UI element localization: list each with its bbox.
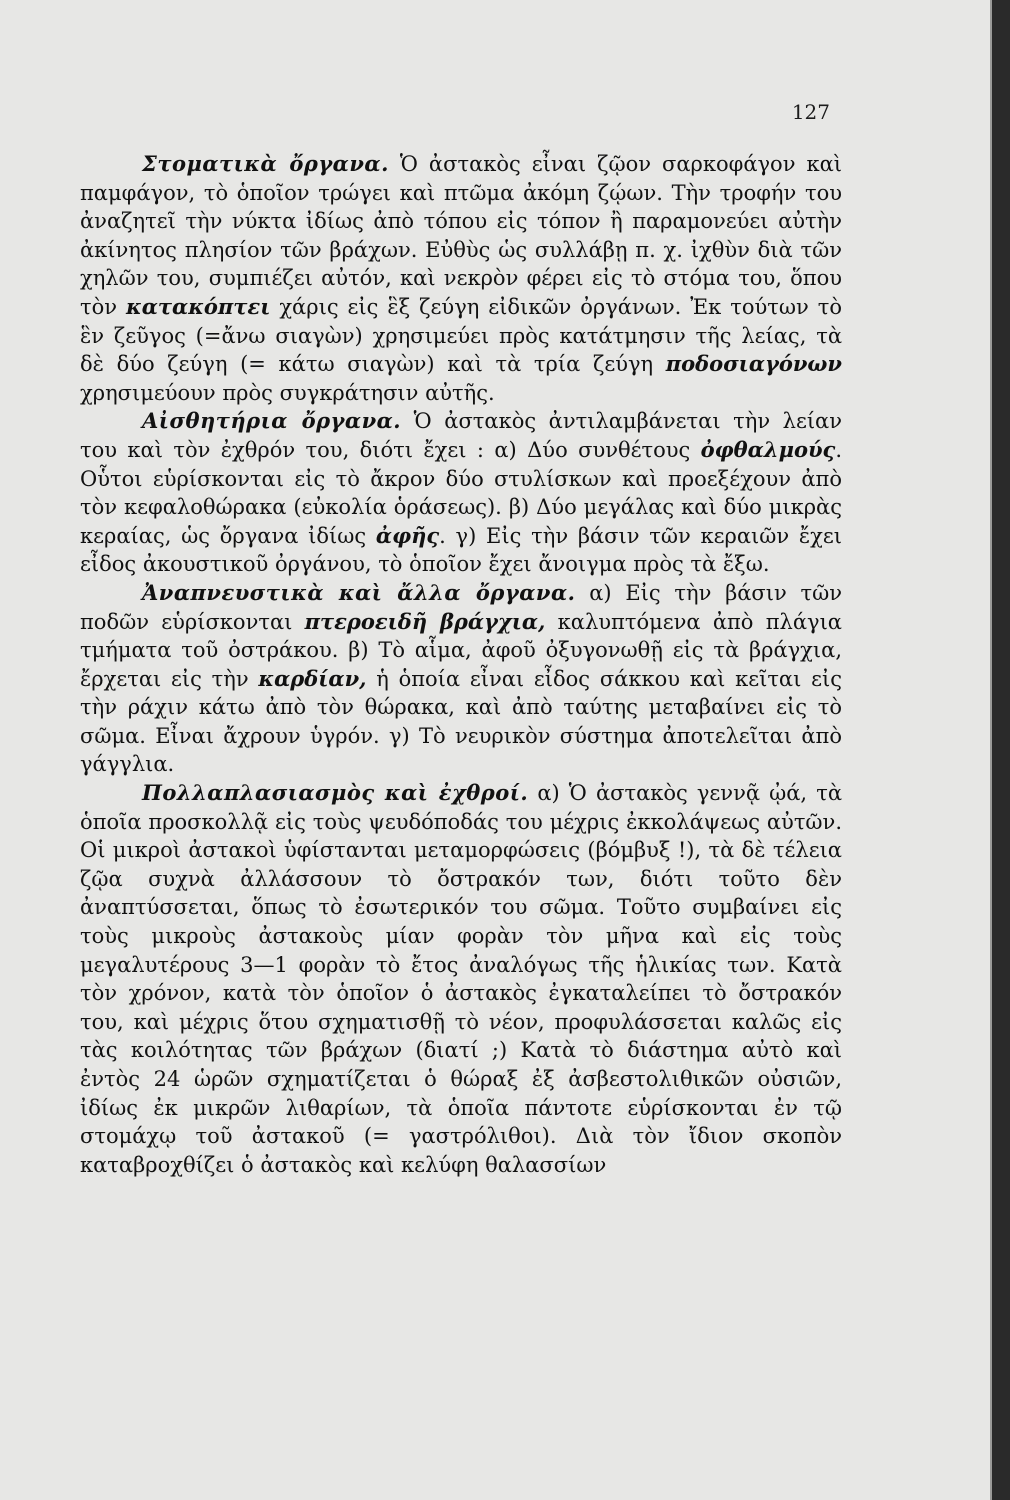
paragraph-reproduction: Πολλαπλασιασμὸς καὶ ἐχθροί. α) Ὁ ἀστακὸς γεννᾷ ᾠά, τὰ ὁποῖα προσκολλᾷ εἰς τοὺς ψευδόποδάς του μέχρις ἐκκολάψεως αὐτῶν. Οἱ μικροὶ ἀστακοὶ ὑφίστανται μεταμορφώσεις (βόμβυξ !), τὰ δὲ τέλεια ζῷα συχνὰ ἀλλάσσουν τὸ ὄστρακόν των, διότι τοῦτο δὲν ἀναπτύσσεται, ὅπως τὸ ἐσωτερικόν του σῶμα. Τοῦτο συμβαίνει εἰς τοὺς μικροὺς ἀστακοὺς μίαν φορὰν τὸν μῆνα καὶ εἰς τοὺς μεγαλυτέρους 3—1 φορὰν τὸ ἔτος ἀναλόγως τῆς ἡλικίας των. Κατὰ τὸν χρόνον, κατὰ τὸν ὁποῖον ὁ ἀστακὸς ἐγκαταλείπει τὸ ὄστρακόν του, καὶ μέχρις ὅτου σχηματισθῇ τὸ νέον, προφυλάσσεται καλῶς εἰς τὰς κοιλότητας τῶν βράχων (διατί ;) Κατὰ τὸ διάστημα αὐτὸ καὶ ἐντὸς 24 ὡρῶν σχηματίζεται ὁ θώραξ ἐξ ἀσβεστολιθικῶν οὐσιῶν, ἰδίως ἐκ μικρῶν λιθαρίων, τὰ ὁποῖα πάντοτε εὑρίσκονται ἐν τῷ στομάχῳ τοῦ ἀστακοῦ (= γαστρόλιθοι). Διὰ τὸν ἴδιον σκοπὸν καταβροχθίζει ὁ ἀστακὸς καὶ κελύφη θαλασσίων (80, 780, 842, 1177)
term: κατακόπτει (126, 293, 271, 319)
paragraph-mouth-organs: Στοματικὰ ὄργανα. Ὁ ἀστακὸς εἶναι ζῷον σαρκοφάγον καὶ παμφάγον, τὸ ὁποῖον τρώγει καὶ πτῶμα ἀκόμη ζῴων. Τὴν τροφήν του ἀναζητεῖ τὴν νύκτα ἰδίως ἀπὸ τόπου εἰς τόπον ἢ παραμονεύει αὐτὴν ἀκίνητος πλησίον τῶν βράχων. Εὐθὺς ὡς συλλάβῃ π. χ. ἰχθὺν διὰ τῶν χηλῶν του, συμπιέζει αὐτόν, καὶ νεκρὸν φέρει εἰς τὸ στόμα του, ὅπου τὸν κατακόπτει χάρις εἰς ἓξ ζεύγη εἰδικῶν ὀργάνων. Ἐκ τούτων τὸ ἓν ζεῦγος (=ἄνω σιαγὼν) χρησιμεύει πρὸς κατάτμησιν τῆς λείας, τὰ δὲ δύο ζεύγη (= κάτω σιαγὼν) καὶ τὰ τρία ζεύγη ποδοσιαγόνων χρησιμεύουν πρὸς συγκράτησιν αὐτῆς. (80, 151, 843, 405)
term: ὀφθαλμούς (700, 436, 836, 462)
page-number: 127 (791, 100, 830, 124)
paragraph-sense-organs: Αἰσθητήρια ὄργανα. Ὁ ἀστακὸς ἀντιλαμβάνεται τὴν λείαν του καὶ τὸν ἐχθρόν του, διότι ἔχει : α) Δύο συνθέτους ὀφθαλμούς. Οὗτοι εὑρίσκονται εἰς τὸ ἄκρον δύο στυλίσκων καὶ προεξέχουν ἀπὸ τὸν κεφαλοθώρακα (εὐκολία ὁράσεως). β) Δύο μεγάλας καὶ δύο μικρὰς κεραίας, ὡς ὄργανα ἰδίως ἀφῆς. γ) Εἰς τὴν βάσιν τῶν κεραιῶν ἔχει εἶδος ἀκουστικοῦ ὀργάνου, τὸ ὁποῖον ἔχει ἄνοιγμα πρὸς τὰ ἔξω. (80, 408, 843, 577)
paragraph-respiratory-organs: Ἀναπνευστικὰ καὶ ἄλλα ὄργανα. α) Εἰς τὴν βάσιν τῶν ποδῶν εὑρίσκονται πτεροειδῆ βράγχια, καλυπτόμενα ἀπὸ πλάγια τμήματα τοῦ ὀστράκου. β) Τὸ αἷμα, ἀφοῦ ὀξυγονωθῇ εἰς τὰ βράγχια, ἔρχεται εἰς τὴν καρδίαν, ἡ ὁποία εἶναι εἶδος σάκκου καὶ κεῖται εἰς τὴν ράχιν κάτω ἀπὸ τὸν θώρακα, καὶ ἀπὸ ταύτης μεταβαίνει εἰς τὸ σῶμα. Εἶναι ἄχρουν ὑγρόν. γ) Τὸ νευρικὸν σύστημα ἀποτελεῖται ἀπὸ γάγγλια. (80, 579, 842, 777)
term: πτεροειδῆ βράγχια, (304, 608, 546, 634)
term: ποδοσιαγόνων (665, 351, 842, 377)
body-text (80, 150, 842, 1179)
section-heading: Αἰσθητήρια ὄργανα. (142, 408, 402, 434)
term: καρδίαν, (258, 665, 367, 691)
section-heading: Πολλαπλασιασμὸς καὶ ἐχθροί. (142, 780, 529, 806)
section-heading: Στοματικὰ ὄργανα. (142, 151, 389, 176)
term: ἀφῆς (375, 522, 440, 548)
section-heading: Ἀναπνευστικὰ καὶ ἄλλα ὄργανα. (142, 579, 576, 605)
